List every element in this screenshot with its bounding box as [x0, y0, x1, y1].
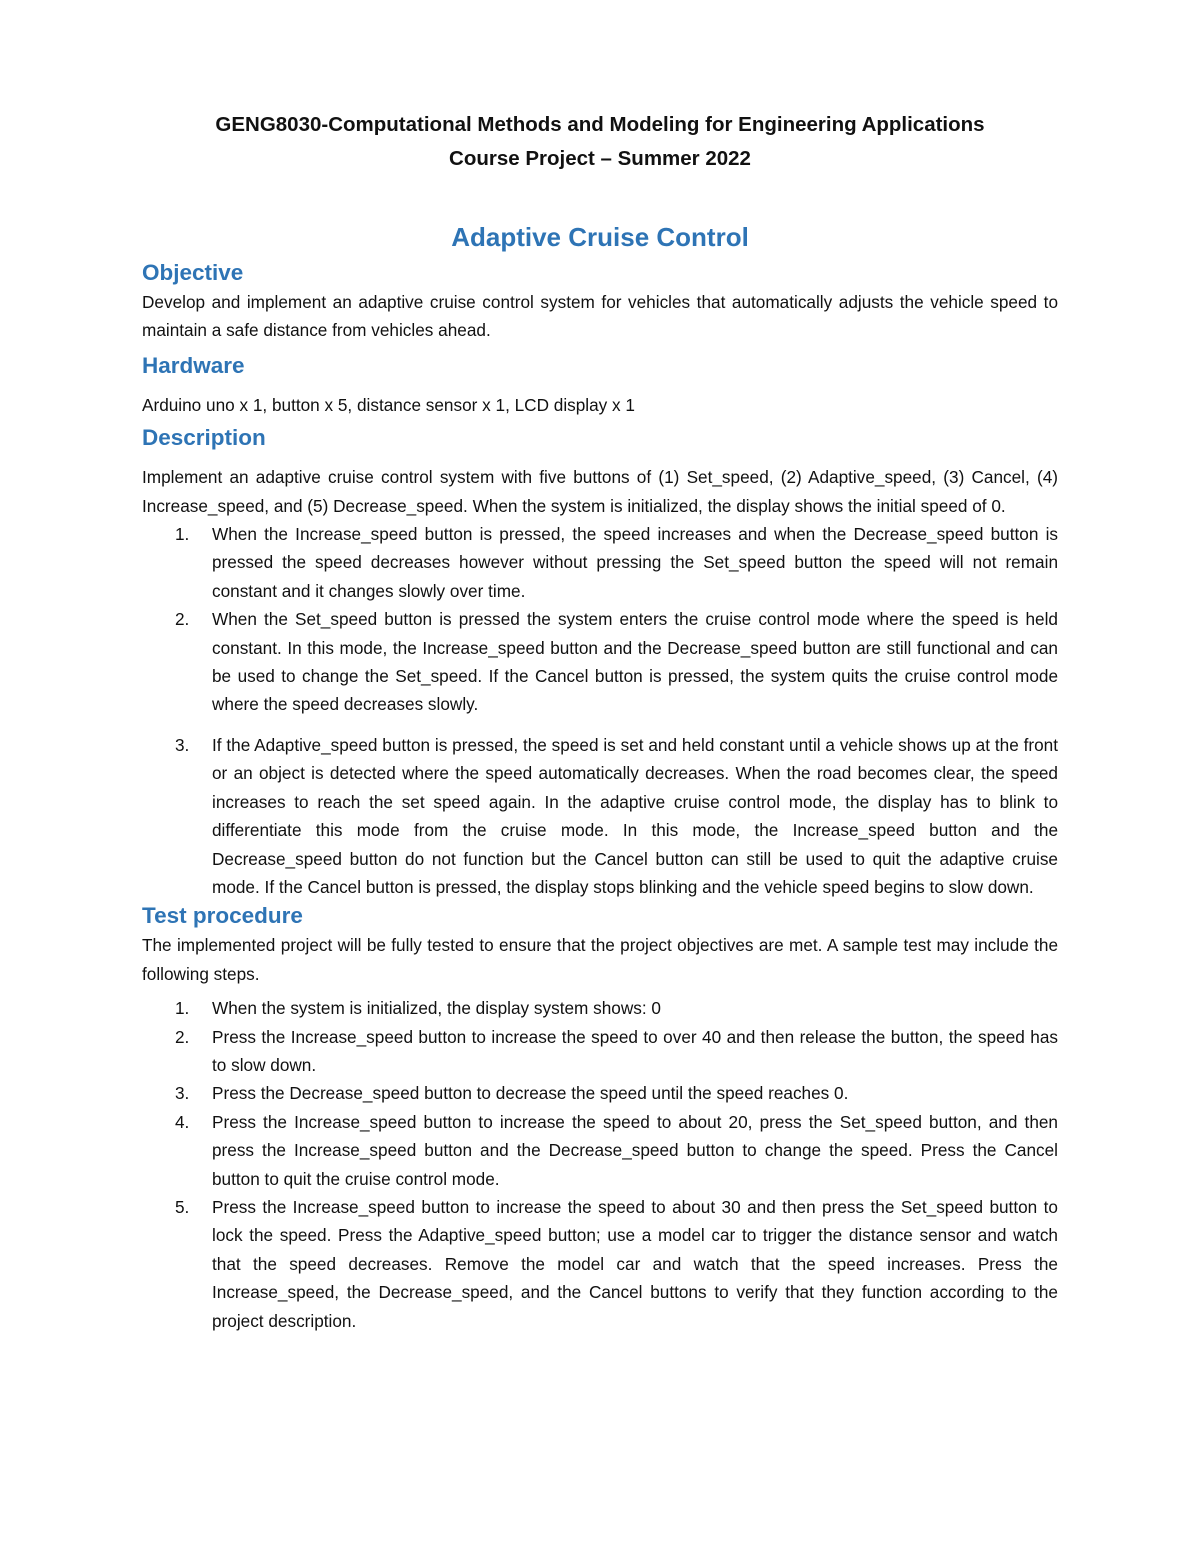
list-item-text: Press the Decrease_speed button to decrease the speed until the speed reaches 0. [212, 1083, 849, 1104]
test-procedure-intro: The implemented project will be fully tested to ensure that the project objectives are met. A sample test may include the following steps. [142, 935, 1058, 984]
document-content [142, 108, 1058, 1335]
list-item [142, 520, 1058, 605]
list-item-text: Press the Increase_speed button to increase the speed to about 20, press the Set_speed button, and then press the Increase_speed button and the Decrease_speed button to change the speed. Press the Cancel button to quit the cruise control mode. [212, 1111, 1058, 1189]
list-item-number: 1. [175, 998, 190, 1019]
description-intro: Implement an adaptive cruise control system with five buttons of (1) Set_speed, (2) Adaptive_speed, (3) Cancel, (4) Increase_speed, and (5) Decrease_speed. When the system is initialized, the display shows the initial speed of 0. [142, 467, 1058, 516]
list-item-text: When the Increase_speed button is pressed, the speed increases and when the Decrease_speed button is pressed the speed decreases however without pressing the Set_speed button the speed will not remain constant and it changes slowly over time. [212, 524, 1058, 601]
hardware-text: Arduino uno x 1, button x 5, distance sensor x 1, LCD display x 1 [142, 394, 635, 415]
course-title: GENG8030-Computational Methods and Modeling for Engineering Applications [215, 113, 985, 136]
list-item [142, 1108, 1058, 1193]
list-item [142, 994, 1058, 1022]
list-item [142, 1193, 1058, 1335]
list-item [142, 1023, 1058, 1080]
document-title: Adaptive Cruise Control [451, 222, 749, 252]
list-item-number: 5. [175, 1196, 190, 1217]
list-item-text: When the system is initialized, the display system shows: 0 [212, 998, 661, 1019]
list-item-number: 3. [175, 734, 190, 755]
list-item-number: 1. [175, 524, 190, 545]
list-item [142, 1079, 1058, 1107]
course-term: Course Project – Summer 2022 [449, 147, 751, 170]
list-item-number: 2. [175, 609, 190, 630]
list-item [142, 605, 1058, 719]
list-item-text: When the Set_speed button is pressed the system enters the cruise control mode where the speed is held constant. In this mode, the Increase_speed button and the Decrease_speed button are still functional and can be used to change the Set_speed. If the Cancel button is pressed, the system quits the cruise control mode where the speed decreases slowly. [212, 609, 1058, 715]
list-item-text: Press the Increase_speed button to increase the speed to over 40 and then release the button, the speed has to slow down. [212, 1026, 1058, 1075]
list-item [142, 731, 1058, 901]
hardware-heading: Hardware [142, 352, 245, 378]
list-item-number: 3. [175, 1083, 190, 1104]
list-item-number: 2. [175, 1026, 190, 1047]
test-procedure-heading: Test procedure [142, 903, 303, 929]
objective-heading: Objective [142, 260, 244, 285]
list-item-text: If the Adaptive_speed button is pressed, the speed is set and held constant until a vehicle shows up at the front or an object is detected where the speed automatically decreases. When the road becomes clear, the speed increases to reach the set speed again. In the adaptive cruise control mode, the display has to blink to differentiate this mode from the cruise mode. In this mode, the Increase_speed button and the Decrease_speed button do not function but the Cancel button can still be used to quit the adaptive cruise mode. If the Cancel button is pressed, the display stops blinking and the vehicle speed begins to slow down. [212, 734, 1058, 897]
description-heading: Description [142, 425, 266, 451]
test-procedure-list [142, 994, 1058, 1335]
list-item-number: 4. [175, 1111, 190, 1132]
description-list [142, 520, 1058, 901]
objective-text: Develop and implement an adaptive cruise control system for vehicles that automatically adjusts the vehicle speed to maintain a safe distance from vehicles ahead. [142, 292, 1058, 341]
list-item-text: Press the Increase_speed button to increase the speed to about 30 and then press the Set_speed button to lock the speed. Press the Adaptive_speed button; use a model car to trigger the distance sensor and watch that the speed decreases. Remove the model car and watch that the speed increases. Press the Increase_speed, the Decrease_speed, and the Cancel buttons to verify that they function according to the project description. [212, 1196, 1058, 1331]
